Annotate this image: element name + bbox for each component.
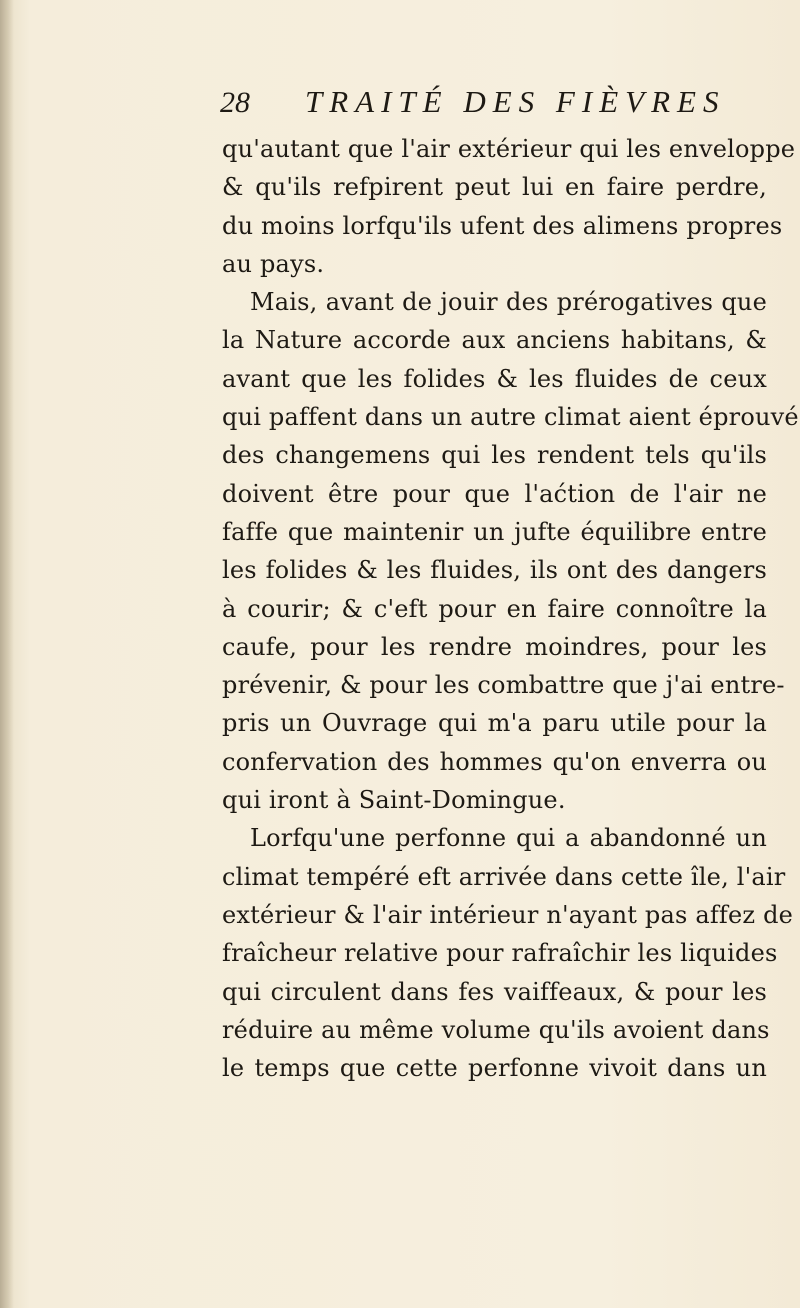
- running-title: TRAITÉ DES FIÈVRES: [305, 84, 726, 119]
- text-line: du moins lorfqu'ils ufent des alimens propres: [222, 211, 783, 240]
- text-line: pris un Ouvrage qui m'a paru utile pour la: [222, 709, 767, 738]
- text-line: qu'autant que l'air extérieur qui les enveloppe: [222, 135, 796, 163]
- text-line: la Nature accorde aux anciens habitans, &: [222, 326, 767, 355]
- text-line: caufe, pour les rendre moindres, pour les: [222, 632, 767, 661]
- text-line: & qu'ils refpirent peut lui en faire perdre,: [222, 173, 767, 202]
- text-line: à courir; & c'eft pour en faire connoître la: [222, 594, 767, 623]
- text-line: climat tempéré eft arrivée dans cette île, l'air: [222, 862, 786, 891]
- text-line: prévenir, & pour les combattre que j'ai entre-: [222, 671, 785, 700]
- text-line: des changemens qui les rendent tels qu'ils: [222, 441, 767, 470]
- text-line: qui iront à Saint-Domingue.: [222, 786, 566, 815]
- page-header: [220, 80, 726, 124]
- text-line: doivent être pour que l'aćtion de l'air ne: [222, 479, 767, 508]
- text-line: le temps que cette perfonne vivoit dans un: [222, 1054, 767, 1083]
- text-line: réduire au même volume qu'ils avoient dans: [222, 1015, 770, 1044]
- text-line: extérieur & l'air intérieur n'ayant pas affez de: [222, 900, 794, 929]
- body-text: [222, 130, 799, 1087]
- text-line: au pays.: [222, 249, 325, 278]
- text-line: qui circulent dans fes vaiffeaux, & pour les: [222, 977, 767, 1006]
- text-line: Mais, avant de jouir des prérogatives que: [250, 288, 767, 317]
- text-line: qui paffent dans un autre climat aient éprouvé: [222, 403, 799, 432]
- page-number: 28: [220, 86, 250, 119]
- text-line: Lorfqu'une perfonne qui a abandonné un: [250, 824, 767, 853]
- text-line: confervation des hommes qu'on enverra ou: [222, 747, 767, 776]
- text-line: fraîcheur relative pour rafraîchir les liquides: [222, 939, 778, 968]
- text-line: avant que les folides & les fluides de ceux: [222, 364, 767, 393]
- text-line: faffe que maintenir un jufte équilibre entre: [222, 517, 767, 546]
- page-binding-shadow: [0, 0, 14, 1308]
- text-line: les folides & les fluides, ils ont des dangers: [222, 556, 767, 585]
